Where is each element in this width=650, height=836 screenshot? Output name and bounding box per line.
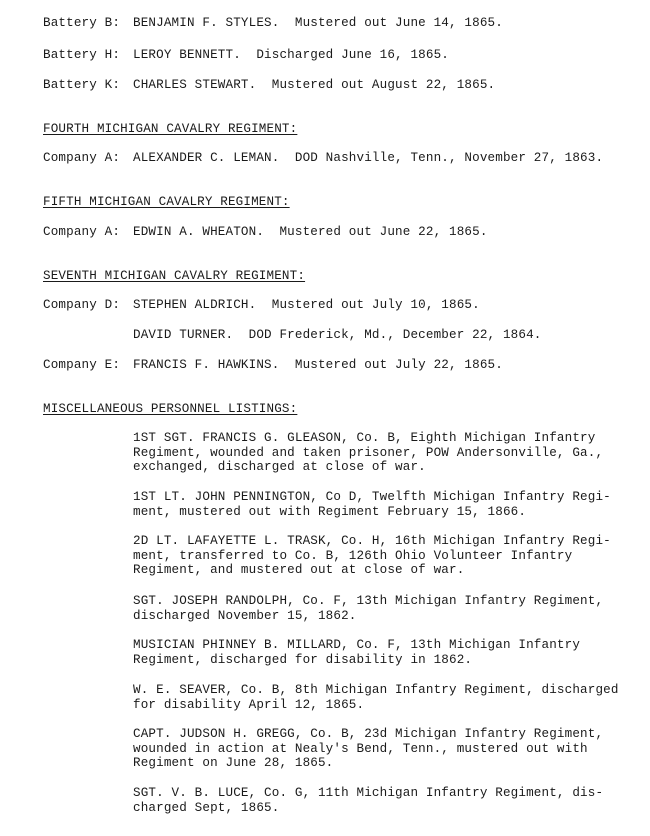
fifth-cavalry-heading: FIFTH MICHIGAN CAVALRY REGIMENT: bbox=[43, 195, 290, 209]
misc-entry-trask bbox=[133, 534, 613, 578]
fifth-cavalry-company-label: Company A: bbox=[43, 225, 121, 239]
seventh-cavalry-company-e-label: Company E: bbox=[43, 358, 121, 372]
misc-entry-line: W. E. SEAVER, Co. B, 8th Michigan Infantry Regiment, discharged bbox=[133, 683, 619, 697]
misc-entry-randolph bbox=[133, 594, 613, 623]
misc-entry-gregg bbox=[133, 727, 613, 771]
misc-entry-millard bbox=[133, 638, 613, 667]
misc-entry-line: 2D LT. LAFAYETTE L. TRASK, Co. H, 16th Michigan Infantry Regi- bbox=[133, 534, 611, 548]
seventh-cavalry-company-d-label: Company D: bbox=[43, 298, 121, 312]
misc-heading: MISCELLANEOUS PERSONNEL LISTINGS: bbox=[43, 402, 298, 416]
misc-entry-luce bbox=[133, 786, 613, 815]
seventh-cavalry-company-d-entry-1: STEPHEN ALDRICH. Mustered out July 10, 1865. bbox=[133, 298, 480, 312]
fourth-cavalry-company-label: Company A: bbox=[43, 151, 121, 165]
misc-entry-line: Regiment, and mustered out at close of war. bbox=[133, 563, 465, 578]
battery-b-label: Battery B: bbox=[43, 16, 121, 30]
misc-entry-line: wounded in action at Nealy's Bend, Tenn., mustered out with bbox=[133, 741, 588, 756]
misc-entry-line: Regiment on June 28, 1865. bbox=[133, 756, 334, 771]
fourth-cavalry-entry: ALEXANDER C. LEMAN. DOD Nashville, Tenn., November 27, 1863. bbox=[133, 151, 604, 165]
misc-entry-line: Regiment, wounded and taken prisoner, POW Andersonville, Ga., bbox=[133, 445, 604, 460]
battery-b-entry: BENJAMIN F. STYLES. Mustered out June 14, 1865. bbox=[133, 16, 503, 30]
misc-entry-gleason bbox=[133, 431, 613, 475]
seventh-cavalry-company-e-entry: FRANCIS F. HAWKINS. Mustered out July 22, 1865. bbox=[133, 358, 503, 372]
seventh-cavalry-heading: SEVENTH MICHIGAN CAVALRY REGIMENT: bbox=[43, 269, 306, 283]
battery-h-entry: LEROY BENNETT. Discharged June 16, 1865. bbox=[133, 48, 450, 62]
misc-entry-line: exchanged, discharged at close of war. bbox=[133, 460, 426, 475]
misc-entry-line: SGT. JOSEPH RANDOLPH, Co. F, 13th Michigan Infantry Regiment, bbox=[133, 594, 604, 608]
misc-entry-line: SGT. V. B. LUCE, Co. G, 11th Michigan Infantry Regiment, dis- bbox=[133, 786, 604, 800]
battery-k-label: Battery K: bbox=[43, 78, 121, 92]
misc-entry-line: charged Sept, 1865. bbox=[133, 800, 280, 815]
misc-entry-line: ment, transferred to Co. B, 126th Ohio Volunteer Infantry bbox=[133, 548, 573, 563]
fourth-cavalry-heading: FOURTH MICHIGAN CAVALRY REGIMENT: bbox=[43, 122, 298, 136]
misc-entry-line: for disability April 12, 1865. bbox=[133, 697, 365, 712]
battery-h-label: Battery H: bbox=[43, 48, 121, 62]
misc-entry-line: 1ST SGT. FRANCIS G. GLEASON, Co. B, Eighth Michigan Infantry bbox=[133, 431, 596, 445]
misc-entry-line: discharged November 15, 1862. bbox=[133, 608, 357, 623]
battery-k-entry: CHARLES STEWART. Mustered out August 22, 1865. bbox=[133, 78, 496, 92]
misc-entry-line: Regiment, discharged for disability in 1862. bbox=[133, 652, 473, 667]
misc-entry-line: 1ST LT. JOHN PENNINGTON, Co D, Twelfth Michigan Infantry Regi- bbox=[133, 490, 611, 504]
seventh-cavalry-company-d-entry-2: DAVID TURNER. DOD Frederick, Md., December 22, 1864. bbox=[133, 328, 542, 342]
misc-entry-line: CAPT. JUDSON H. GREGG, Co. B, 23d Michigan Infantry Regiment, bbox=[133, 727, 604, 741]
misc-entry-seaver bbox=[133, 683, 619, 712]
misc-entry-line: MUSICIAN PHINNEY B. MILLARD, Co. F, 13th Michigan Infantry bbox=[133, 638, 581, 652]
misc-entry-line: ment, mustered out with Regiment February 15, 1866. bbox=[133, 504, 527, 519]
misc-entry-pennington bbox=[133, 490, 613, 519]
fifth-cavalry-entry: EDWIN A. WHEATON. Mustered out June 22, 1865. bbox=[133, 225, 488, 239]
